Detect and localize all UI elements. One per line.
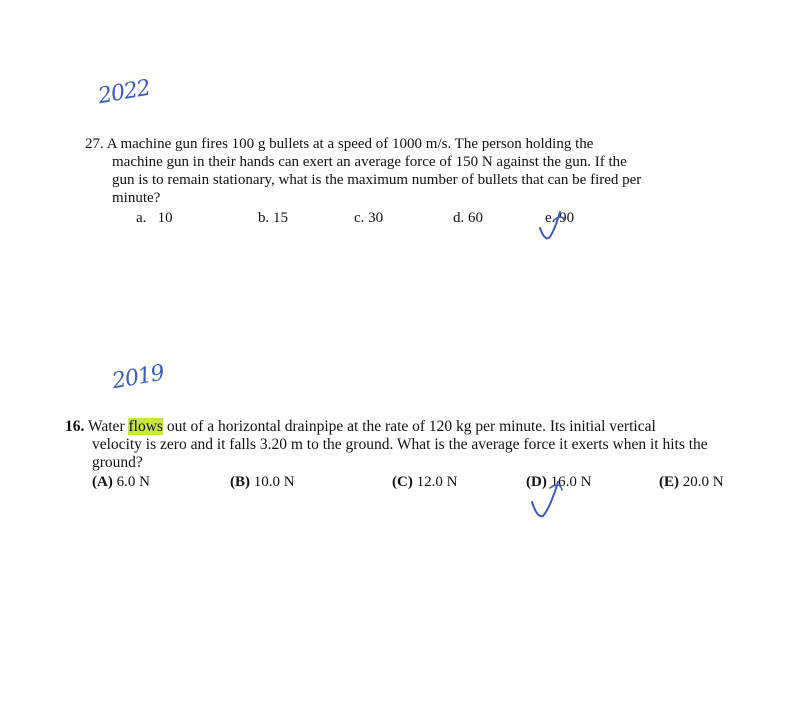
q27-option-d-value: 60 <box>468 210 483 226</box>
q27-option-b[interactable] <box>258 210 288 227</box>
q27-option-c[interactable] <box>354 210 383 227</box>
q27-option-a[interactable] <box>136 210 173 227</box>
q27-option-d-label: d. <box>453 210 465 226</box>
q16-option-e[interactable] <box>659 474 724 491</box>
question-16 <box>65 418 708 472</box>
q27-option-d[interactable] <box>453 210 483 227</box>
question-27-line-2: machine gun in their hands can exert an average force of 150 N against the gun. If the <box>112 154 627 170</box>
question-27-line-3: gun is to remain stationary, what is the maximum number of bullets that can be fired per <box>112 172 642 188</box>
q16-option-b-label: (B) <box>230 474 250 490</box>
q16-option-c-label: (C) <box>392 474 413 490</box>
q27-option-e-value: 90 <box>559 210 575 226</box>
q27-option-a-label: a. <box>136 210 147 226</box>
question-16-line-1 <box>65 418 708 436</box>
q16-option-c-value: 12.0 N <box>416 474 458 490</box>
q16-option-a-label: (A) <box>92 474 113 490</box>
question-16-line-2: velocity is zero and it falls 3.20 m to the ground. What is the average force it exerts when it hits the <box>92 436 708 453</box>
check-mark-icon-q27 <box>536 206 576 246</box>
q27-option-e-label: e. <box>545 210 556 226</box>
q16-option-c[interactable] <box>392 474 457 491</box>
q16-option-d-value: 16.0 N <box>550 474 592 490</box>
question-27-line-4: minute? <box>112 190 161 206</box>
question-27 <box>85 135 641 207</box>
handwritten-year-2019: 2019 <box>110 360 166 395</box>
question-27-text-1: A machine gun fires 100 g bullets at a speed of 1000 m/s. The person holding the <box>106 136 594 152</box>
q16-option-e-label: (E) <box>659 474 679 490</box>
q27-option-c-label: c. <box>354 210 365 226</box>
question-27-number: 27. <box>85 136 104 152</box>
q16-option-a-value: 6.0 N <box>116 474 150 490</box>
q16-option-b-value: 10.0 N <box>253 474 295 490</box>
q16-option-b[interactable] <box>230 474 295 491</box>
q27-option-c-value: 30 <box>368 210 384 226</box>
question-16-line-3: ground? <box>92 454 143 471</box>
q27-option-b-value: 15 <box>273 210 288 226</box>
check-mark-icon-q16 <box>528 476 578 526</box>
q16-option-e-value: 20.0 N <box>682 474 724 490</box>
q16-option-d-label: (D) <box>526 474 547 490</box>
question-16-number: 16. <box>65 418 85 435</box>
handwritten-year-2022: 2022 <box>96 75 152 110</box>
question-16-text-before: Water <box>87 418 125 435</box>
q27-option-b-label: b. <box>258 210 270 226</box>
q27-option-a-value: 10 <box>157 210 173 226</box>
q16-option-a[interactable] <box>92 474 150 491</box>
highlighted-word: flows <box>128 418 163 435</box>
question-16-text-after: out of a horizontal drainpipe at the rate of 120 kg per minute. Its initial vertical <box>166 418 656 435</box>
question-27-line-1 <box>85 135 641 153</box>
